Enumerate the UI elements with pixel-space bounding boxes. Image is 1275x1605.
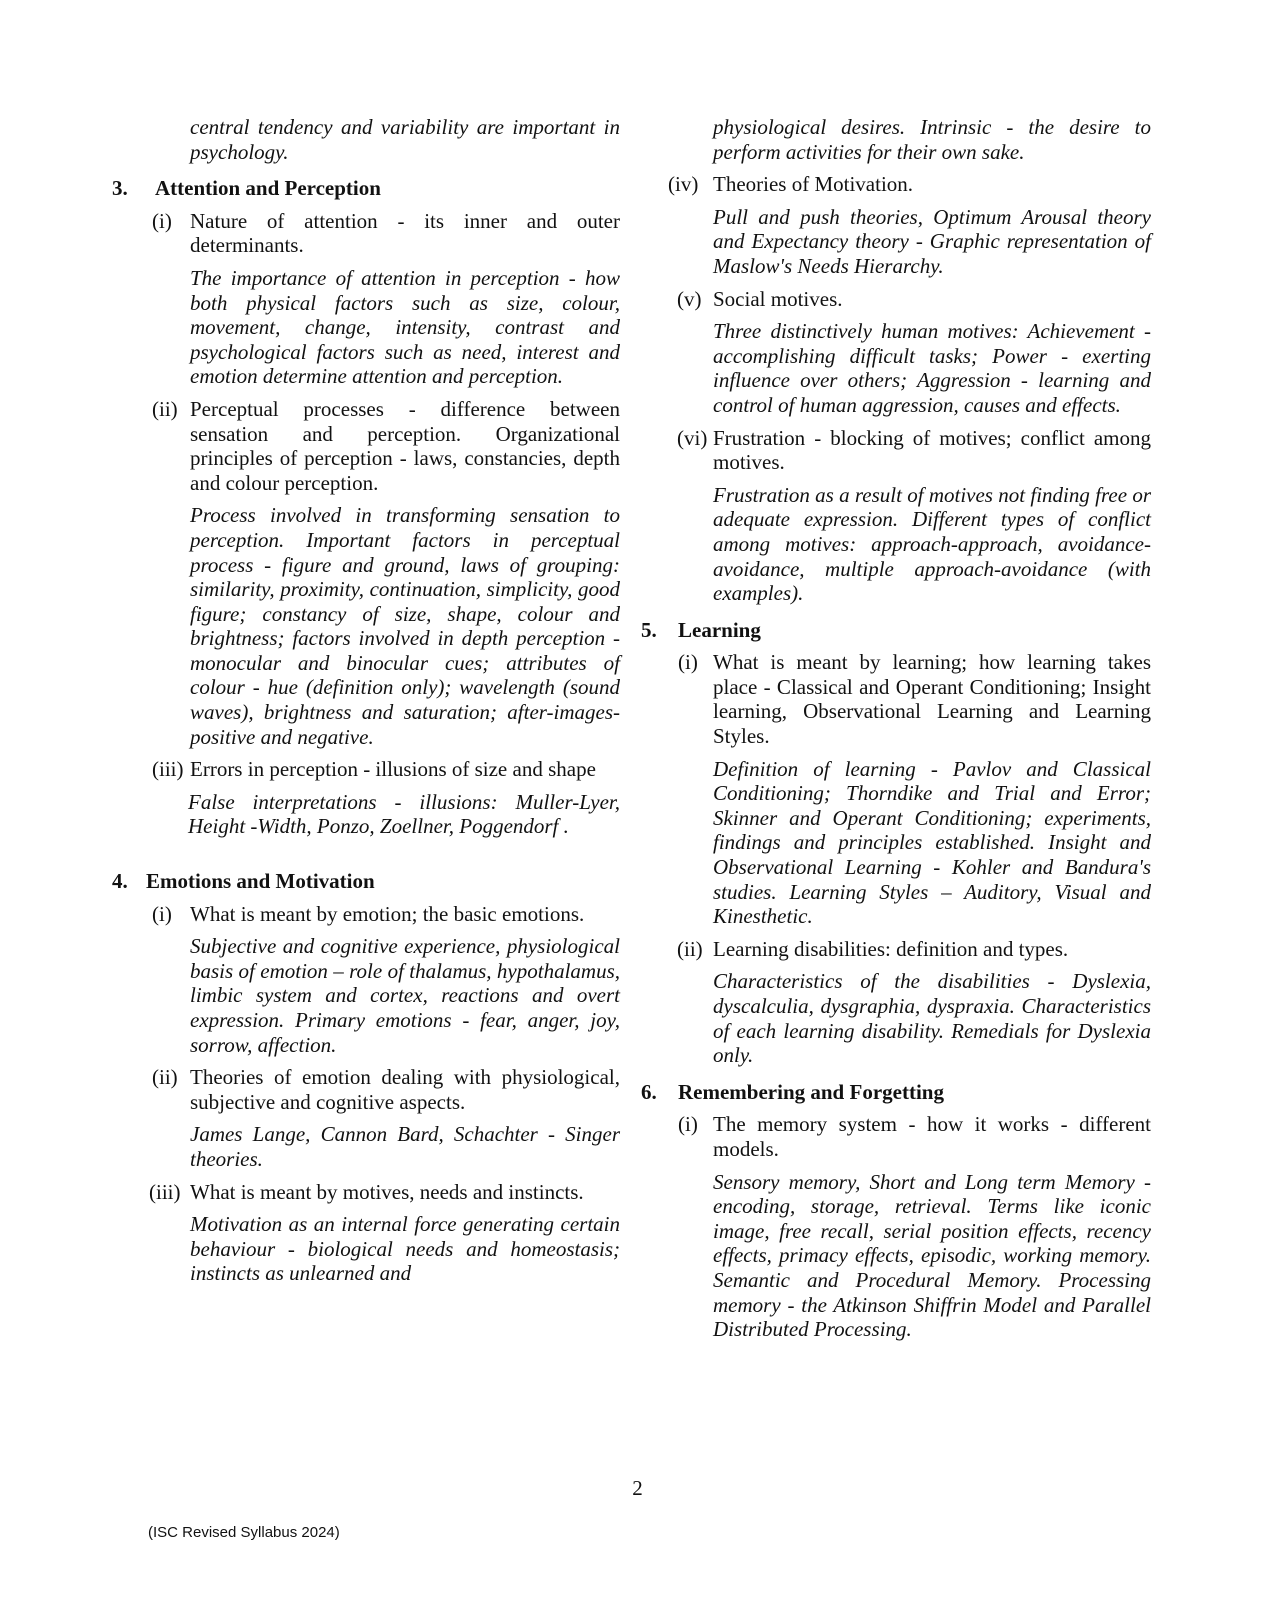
- list-item: [655, 426, 1151, 606]
- item-label: (i): [152, 208, 172, 233]
- item-label: (i): [678, 1112, 698, 1137]
- item-text: Perceptual processes - difference between sensation and perception. Organizational principles of perception - laws, constancies, depth and colour perception.: [190, 396, 620, 495]
- section-number: 6.: [641, 1079, 657, 1104]
- item-text: What is meant by emotion; the basic emotions.: [190, 901, 585, 926]
- item-label: (i): [152, 901, 172, 926]
- item-text: Social motives.: [713, 286, 843, 311]
- item-label: (ii): [677, 936, 703, 961]
- item-description: Frustration as a result of motives not finding free or adequate expression. Different types of conflict among motives: approach-approach, avoidance-avoidance, multiple approach-avoidance (with examples).: [713, 482, 1151, 606]
- section-title: Attention and Perception: [155, 176, 381, 201]
- left-column: [112, 115, 620, 1286]
- item-label: (ii): [152, 396, 178, 421]
- section-6-heading: [641, 1079, 1151, 1105]
- section-number: 3.: [112, 176, 128, 201]
- list-item: [655, 172, 1151, 278]
- item-label: (vi): [677, 425, 708, 450]
- item-description: Motivation as an internal force generating certain behaviour - biological needs and homeostasis; instincts as unlearned and: [190, 1212, 620, 1286]
- list-item: [655, 937, 1151, 1068]
- section-4-heading: [112, 869, 620, 894]
- list-item: [112, 397, 620, 749]
- item-description: False interpretations - illusions: Muller-Lyer, Height -Width, Ponzo, Zoellner, Poggendorf .: [188, 789, 620, 839]
- item-description: Sensory memory, Short and Long term Memory - encoding, storage, retrieval. Terms like iconic image, free recall, serial position effects, recency effects, primacy effects, episodic, working memory. Semantic and Procedural Memory. Processing memory - the Atkinson Shiffrin Model and Parallel Distributed Processing.: [713, 1169, 1151, 1342]
- section-title: Learning: [678, 617, 761, 642]
- item-text: Frustration - blocking of motives; conflict among motives.: [713, 425, 1151, 475]
- item-description: Pull and push theories, Optimum Arousal theory and Expectancy theory - Graphic representation of Maslow's Needs Hierarchy.: [713, 204, 1151, 278]
- list-item: [112, 1180, 620, 1286]
- page-number: 2: [632, 1476, 643, 1500]
- continued-text: central tendency and variability are important in psychology.: [190, 115, 620, 164]
- section-5-heading: [641, 617, 1151, 643]
- section-title: Remembering and Forgetting: [678, 1079, 944, 1104]
- item-text: What is meant by motives, needs and instincts.: [190, 1179, 584, 1204]
- item-text: Errors in perception - illusions of size and shape: [190, 757, 596, 782]
- list-item: [112, 1065, 620, 1171]
- item-label: (i): [678, 650, 698, 675]
- item-description: Characteristics of the disabilities - Dyslexia, dyscalculia, dysgraphia, dyspraxia. Characteristics of each learning disability. Remedials for Dyslexia only.: [713, 969, 1151, 1068]
- item-description: Subjective and cognitive experience, physiological basis of emotion – role of thalamus, hypothalamus, limbic system and cortex, reactions and overt expression. Primary emotions - fear, anger, joy, sorrow, affection.: [190, 934, 620, 1057]
- item-text: Theories of Motivation.: [713, 172, 914, 197]
- continued-text: physiological desires. Intrinsic - the desire to perform activities for their own sake.: [713, 115, 1151, 164]
- section-number: 4.: [112, 869, 128, 894]
- item-description: Three distinctively human motives: Achievement - accomplishing difficult tasks; Power - exerting influence over others; Aggression - learning and control of human aggression, causes and effects.: [713, 319, 1151, 417]
- item-label: (iii): [149, 1179, 181, 1204]
- item-label: (iii): [152, 757, 184, 782]
- item-text: What is meant by learning; how learning takes place - Classical and Operant Conditioning; Insight learning, Observational Learning and Learning Styles.: [713, 650, 1151, 749]
- item-label: (iv): [668, 172, 699, 197]
- list-item: [655, 287, 1151, 418]
- section-title: Emotions and Motivation: [146, 869, 375, 894]
- list-item: [655, 1112, 1151, 1341]
- list-item: [112, 902, 620, 1058]
- item-text: Nature of attention - its inner and outer determinants.: [190, 208, 620, 258]
- item-description: James Lange, Cannon Bard, Schachter - Singer theories.: [190, 1122, 620, 1171]
- item-label: (ii): [152, 1065, 178, 1090]
- item-label: (v): [677, 286, 702, 311]
- item-description: Process involved in transforming sensation to perception. Important factors in perceptual process - figure and ground, laws of grouping: similarity, proximity, continuation, simplicity, good figure; constancy of size, shape, colour and brightness; factors involved in depth perception -monocular and binocular cues; attributes of colour - hue (definition only); wavelength (sound waves), brightness and saturation; after-images-positive and negative.: [190, 503, 620, 749]
- item-text: Learning disabilities: definition and types.: [713, 936, 1069, 961]
- footer-note: (ISC Revised Syllabus 2024): [148, 1524, 340, 1541]
- item-description: The importance of attention in perception - how both physical factors such as size, colour, movement, change, intensity, contrast and psychological factors such as need, interest and emotion determine attention and perception.: [190, 265, 620, 389]
- section-3-heading: [112, 176, 620, 201]
- list-item: [112, 209, 620, 389]
- section-number: 5.: [641, 617, 657, 642]
- item-text: The memory system - how it works - different models.: [713, 1112, 1151, 1161]
- item-text: Theories of emotion dealing with physiological, subjective and cognitive aspects.: [190, 1065, 620, 1114]
- right-column: [641, 115, 1151, 1342]
- item-description: Definition of learning - Pavlov and Classical Conditioning; Thorndike and Trial and Error; Skinner and Operant Conditioning; experiments, findings and principles established. Insight and Observational Learning - Kohler and Bandura's studies. Learning Styles – Auditory, Visual and Kinesthetic.: [713, 756, 1151, 929]
- list-item: [655, 650, 1151, 929]
- list-item: [112, 757, 620, 839]
